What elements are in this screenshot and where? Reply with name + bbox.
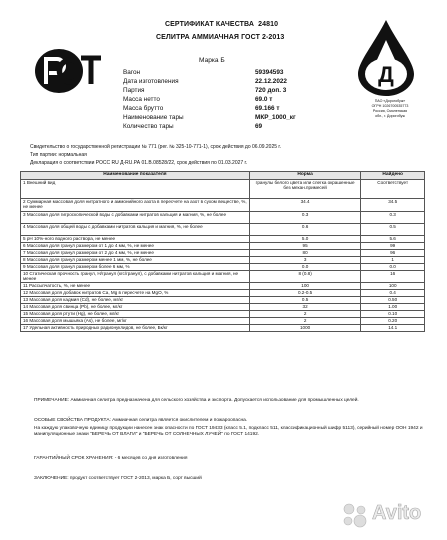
row-name: 11 Рассыпчатость, %, не менее	[21, 283, 250, 290]
note-special-properties: ОСОБЫЕ СВОЙСТВА ПРОДУКТА: Аммиачная селитра является окислителем и пожароопасна.	[34, 418, 248, 423]
row-name: 12 Массовая доля добавок нитратов Са, Mg в пересчете на MgO, %	[21, 290, 250, 297]
row-norm: 100	[249, 283, 360, 290]
row-name: 1 Внешний вид	[21, 180, 250, 199]
table-row	[21, 224, 425, 236]
table-row	[21, 199, 425, 212]
table-row	[21, 257, 425, 264]
info-label: Масса нетто	[123, 96, 160, 103]
certificate-title	[165, 21, 278, 28]
row-name: 8 Массовая доля гранул размером менее 1 мм, %, не более	[21, 257, 250, 264]
row-name: 9 Массовая доля гранул размером более 6 мм, %	[21, 264, 250, 271]
table-row	[21, 283, 425, 290]
row-norm: 3	[249, 257, 360, 264]
row-found: 0.4	[361, 290, 425, 297]
row-found: 16	[361, 271, 425, 283]
row-found: 14.1	[361, 325, 425, 332]
table-row	[21, 318, 425, 325]
row-name: 2 Суммарная массовая доля нитратного и аммонийного азота в пересчете на азот в сухом веществе, %, не менее	[21, 199, 250, 212]
dorogobuzh-triangle-logo-icon	[352, 18, 420, 98]
row-norm: гранулы белого цвета или слегка окрашенные без механ.примесей	[249, 180, 360, 199]
table-row	[21, 311, 425, 318]
row-name: 4 Массовая доля общей воды с добавками нитратов кальция и магния, %, не более	[21, 224, 250, 236]
note-labeling: На каждую упаковочную единицу продукции нанесен знак опасности по ГОСТ 19433 (класс 5.1, подкласс 511, классификационный шифр 5113), серийный номер ООН 1942 и манипуляционные знаки "БЕРЕЧЬ ОТ ВЛАГИ" и "БЕРЕЧЬ ОТ СОЛНЕЧНЫХ ЛУЧЕЙ" по ГОСТ 14192.	[34, 426, 423, 438]
info-value: 69.0 т	[255, 96, 273, 103]
row-name: 3 Массовая доля гигроскопической воды с добавками нитратов кальция и магния, %, не более	[21, 212, 250, 224]
column-header-norm: Норма	[249, 172, 360, 180]
grade-label: Марка Б	[199, 57, 225, 64]
row-name: 10 Статическая прочность гранул, Н/гранул (кгс/гранул), с добавками нитратов кальция и магния, не менее	[21, 271, 250, 283]
info-value: 59394593	[255, 69, 284, 76]
info-label: Дата изготовления	[123, 78, 179, 85]
row-found: 0.50	[361, 297, 425, 304]
row-norm: 0.5	[249, 297, 360, 304]
note-purpose: ПРИМЕЧАНИЕ: Аммиачная селитра предназначена для сельского хозяйства и экспорта. Допускается использование для промышленных целей.	[34, 398, 359, 403]
batch-type: Тип партии: нормальная	[30, 152, 87, 158]
table-row	[21, 212, 425, 224]
row-found: 0.5	[361, 224, 425, 236]
info-value: 69.166 т	[255, 105, 280, 112]
row-found: 0.0	[361, 264, 425, 271]
info-value: 720 доп. 3	[255, 87, 287, 94]
row-found: 0.20	[361, 318, 425, 325]
row-name: 7 Массовая доля гранул размером от 2 до 4 мм, %, не менее	[21, 250, 250, 257]
row-name: 15 Массовая доля ртути (Hg), не более, мг/кг	[21, 311, 250, 318]
row-norm: 8 (0.8)	[249, 271, 360, 283]
column-header-found: Найдено	[361, 172, 425, 180]
column-header-name: Наименование показателя	[21, 172, 250, 180]
row-norm: 80	[249, 250, 360, 257]
row-norm: 1000	[249, 325, 360, 332]
row-found: Соответствует	[361, 180, 425, 199]
row-name: 14 Массовая доля свинца (Pb), не более, мг/кг	[21, 304, 250, 311]
row-found: 100	[361, 283, 425, 290]
row-found: 5.6	[361, 236, 425, 243]
table-row	[21, 304, 425, 311]
conformity-declaration: Декларация о соответствии РОСС RU Д-RU.РА 01.В.08528/22, срок действия по 01.03.2027 г.	[30, 160, 248, 166]
info-label: Количество тары	[123, 123, 174, 130]
row-norm: 95	[249, 243, 360, 250]
row-found: 99	[361, 243, 425, 250]
info-label: Вагон	[123, 69, 141, 76]
avito-watermark	[340, 500, 440, 530]
avito-text: Avito	[372, 502, 422, 524]
row-found: 0.3	[361, 212, 425, 224]
cert-label: СЕРТИФИКАТ КАЧЕСТВА	[165, 21, 255, 28]
info-value: 69	[255, 123, 263, 130]
note-conclusion: ЗАКЛЮЧЕНИЕ: продукт соответствует ГОСТ 2-2013, марка Б, сорт высший	[34, 476, 202, 481]
company-details	[364, 99, 416, 119]
info-value: 22.12.2022	[255, 78, 287, 85]
company-region: Россия, Смоленская	[372, 109, 408, 113]
info-label: Партия	[123, 87, 145, 94]
avito-dots-logo-icon	[340, 502, 370, 528]
row-norm: 0.2-0.5	[249, 290, 360, 297]
info-label: Масса брутто	[123, 105, 164, 112]
row-found: 34.5	[361, 199, 425, 212]
company-ogrn: ОГРН 1026700535773	[371, 104, 409, 108]
table-row	[21, 243, 425, 250]
product-line: СЕЛИТРА АММИАЧНАЯ ГОСТ 2-2013	[156, 34, 285, 41]
table-row	[21, 271, 425, 283]
table-row	[21, 236, 425, 243]
row-norm: 0.6	[249, 224, 360, 236]
table-row	[21, 290, 425, 297]
table-row	[21, 250, 425, 257]
info-value: МКР_1000_кг	[255, 114, 296, 121]
table-row	[21, 264, 425, 271]
row-name: 13 Массовая доля кадмия (Cd), не более, мг/кг	[21, 297, 250, 304]
company-name: ПАО «Дорогобуж»	[374, 99, 406, 103]
logo-letter: Д	[378, 62, 394, 87]
row-norm: 32	[249, 304, 360, 311]
row-norm: 2	[249, 311, 360, 318]
row-found: 1.00	[361, 304, 425, 311]
rst-certification-mark-icon	[33, 46, 103, 96]
quality-table	[20, 171, 425, 332]
row-found: 0.10	[361, 311, 425, 318]
table-header-row	[21, 172, 425, 180]
cert-number: 24810	[258, 21, 279, 28]
row-norm: 34.4	[249, 199, 360, 212]
row-norm: 0.0	[249, 264, 360, 271]
table-row	[21, 180, 425, 199]
row-found: 1	[361, 257, 425, 264]
row-name: 6 Массовая доля гранул размером от 1 до 4 мм, %, не менее	[21, 243, 250, 250]
row-name: 16 Массовая доля мышьяка (As), не более, мг/кг	[21, 318, 250, 325]
row-norm: 2	[249, 318, 360, 325]
row-norm: 5.0	[249, 236, 360, 243]
table-row	[21, 325, 425, 332]
row-norm: 0.3	[249, 212, 360, 224]
info-label: Наименование тары	[123, 114, 184, 121]
note-warranty: ГАРАНТИЙНЫЙ СРОК ХРАНЕНИЯ: - 6 месяцев со дня изготовления	[34, 456, 188, 461]
registration-certificate: Свидетельство о государственной регистрации № 771 (рег. № 325-10-771-1), срок действия до 06.09.2025 г.	[30, 144, 282, 150]
table-row	[21, 297, 425, 304]
row-name: 5 pH 10%-ного водного раствора, не менее	[21, 236, 250, 243]
company-city: обл., г. Дорогобуж	[375, 114, 405, 118]
row-name: 17 Удельная активность природных радионуклидов, не более, Бк/кг	[21, 325, 250, 332]
row-found: 96	[361, 250, 425, 257]
